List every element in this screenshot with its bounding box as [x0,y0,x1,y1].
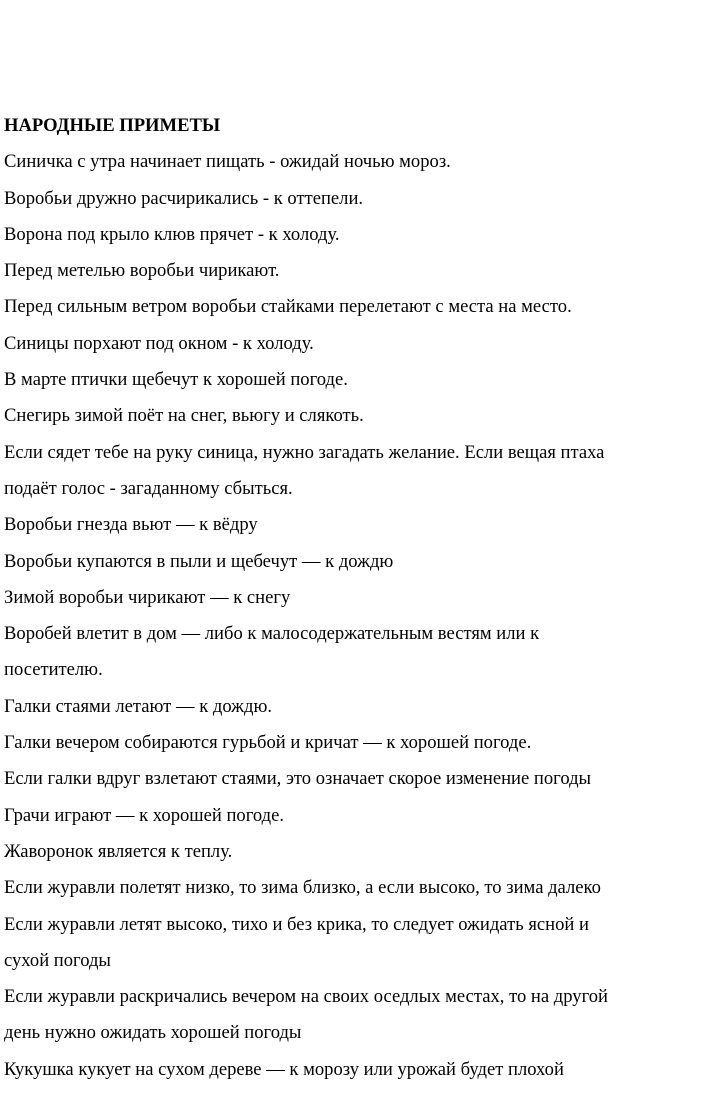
text-line: Если галки вдруг взлетают стаями, это означает скорое изменение погоды [4,768,592,790]
text-line: Если сядет тебе на руку синица, нужно загадать желание. Если вещая птаха [4,441,605,463]
document-body [4,108,696,1088]
text-line: Галки стаями летают — к дождю. [4,695,273,717]
text-line: сухой погоды [4,949,111,971]
text-line: Грачи играют — к хорошей погоде. [4,804,284,826]
text-line: подаёт голос - загаданному сбыться. [4,477,293,499]
text-line: Кукушка кукует на сухом дереве — к морозу или урожай будет плохой [4,1058,564,1080]
text-line: Перед метелью воробьи чирикают. [4,260,280,282]
text-line: Снегирь зимой поёт на снег, вьюгу и слякоть. [4,405,364,427]
text-line: Если журавли полетят низко, то зима близко, а если высоко, то зима далеко [4,877,601,899]
document-title: НАРОДНЫЕ ПРИМЕТЫ [4,115,221,136]
text-line: Воробьи гнезда вьют — к вёдру [4,514,258,536]
text-line: В марте птички щебечут к хорошей погоде. [4,369,348,391]
text-line: Если журавли раскричались вечером на своих оседлых местах, то на другой [4,986,608,1008]
text-line: день нужно ожидать хорошей погоды [4,1022,302,1044]
text-line: Воробьи дружно расчирикались - к оттепели. [4,187,364,209]
text-line: Зимой воробьи чирикают — к снегу [4,586,291,608]
text-line: Перед сильным ветром воробьи стайками перелетают с места на место. [4,296,572,318]
text-line: посетителю. [4,659,103,681]
text-line: Воробей влетит в дом — либо к малосодержательным вестям или к [4,623,540,645]
text-line: Воробьи купаются в пыли и щебечут — к дождю [4,550,394,572]
text-line: Синицы порхают под окном - к холоду. [4,332,314,354]
text-line: Синичка с утра начинает пищать - ожидай ночью мороз. [4,151,451,173]
text-line: Жаворонок является к теплу. [4,840,233,862]
text-line: Ворона под крыло клюв прячет - к холоду. [4,223,340,245]
text-line: Если журавли летят высоко, тихо и без крика, то следует ожидать ясной и [4,913,589,935]
text-line: Галки вечером собираются гурьбой и кричат — к хорошей погоде. [4,732,532,754]
